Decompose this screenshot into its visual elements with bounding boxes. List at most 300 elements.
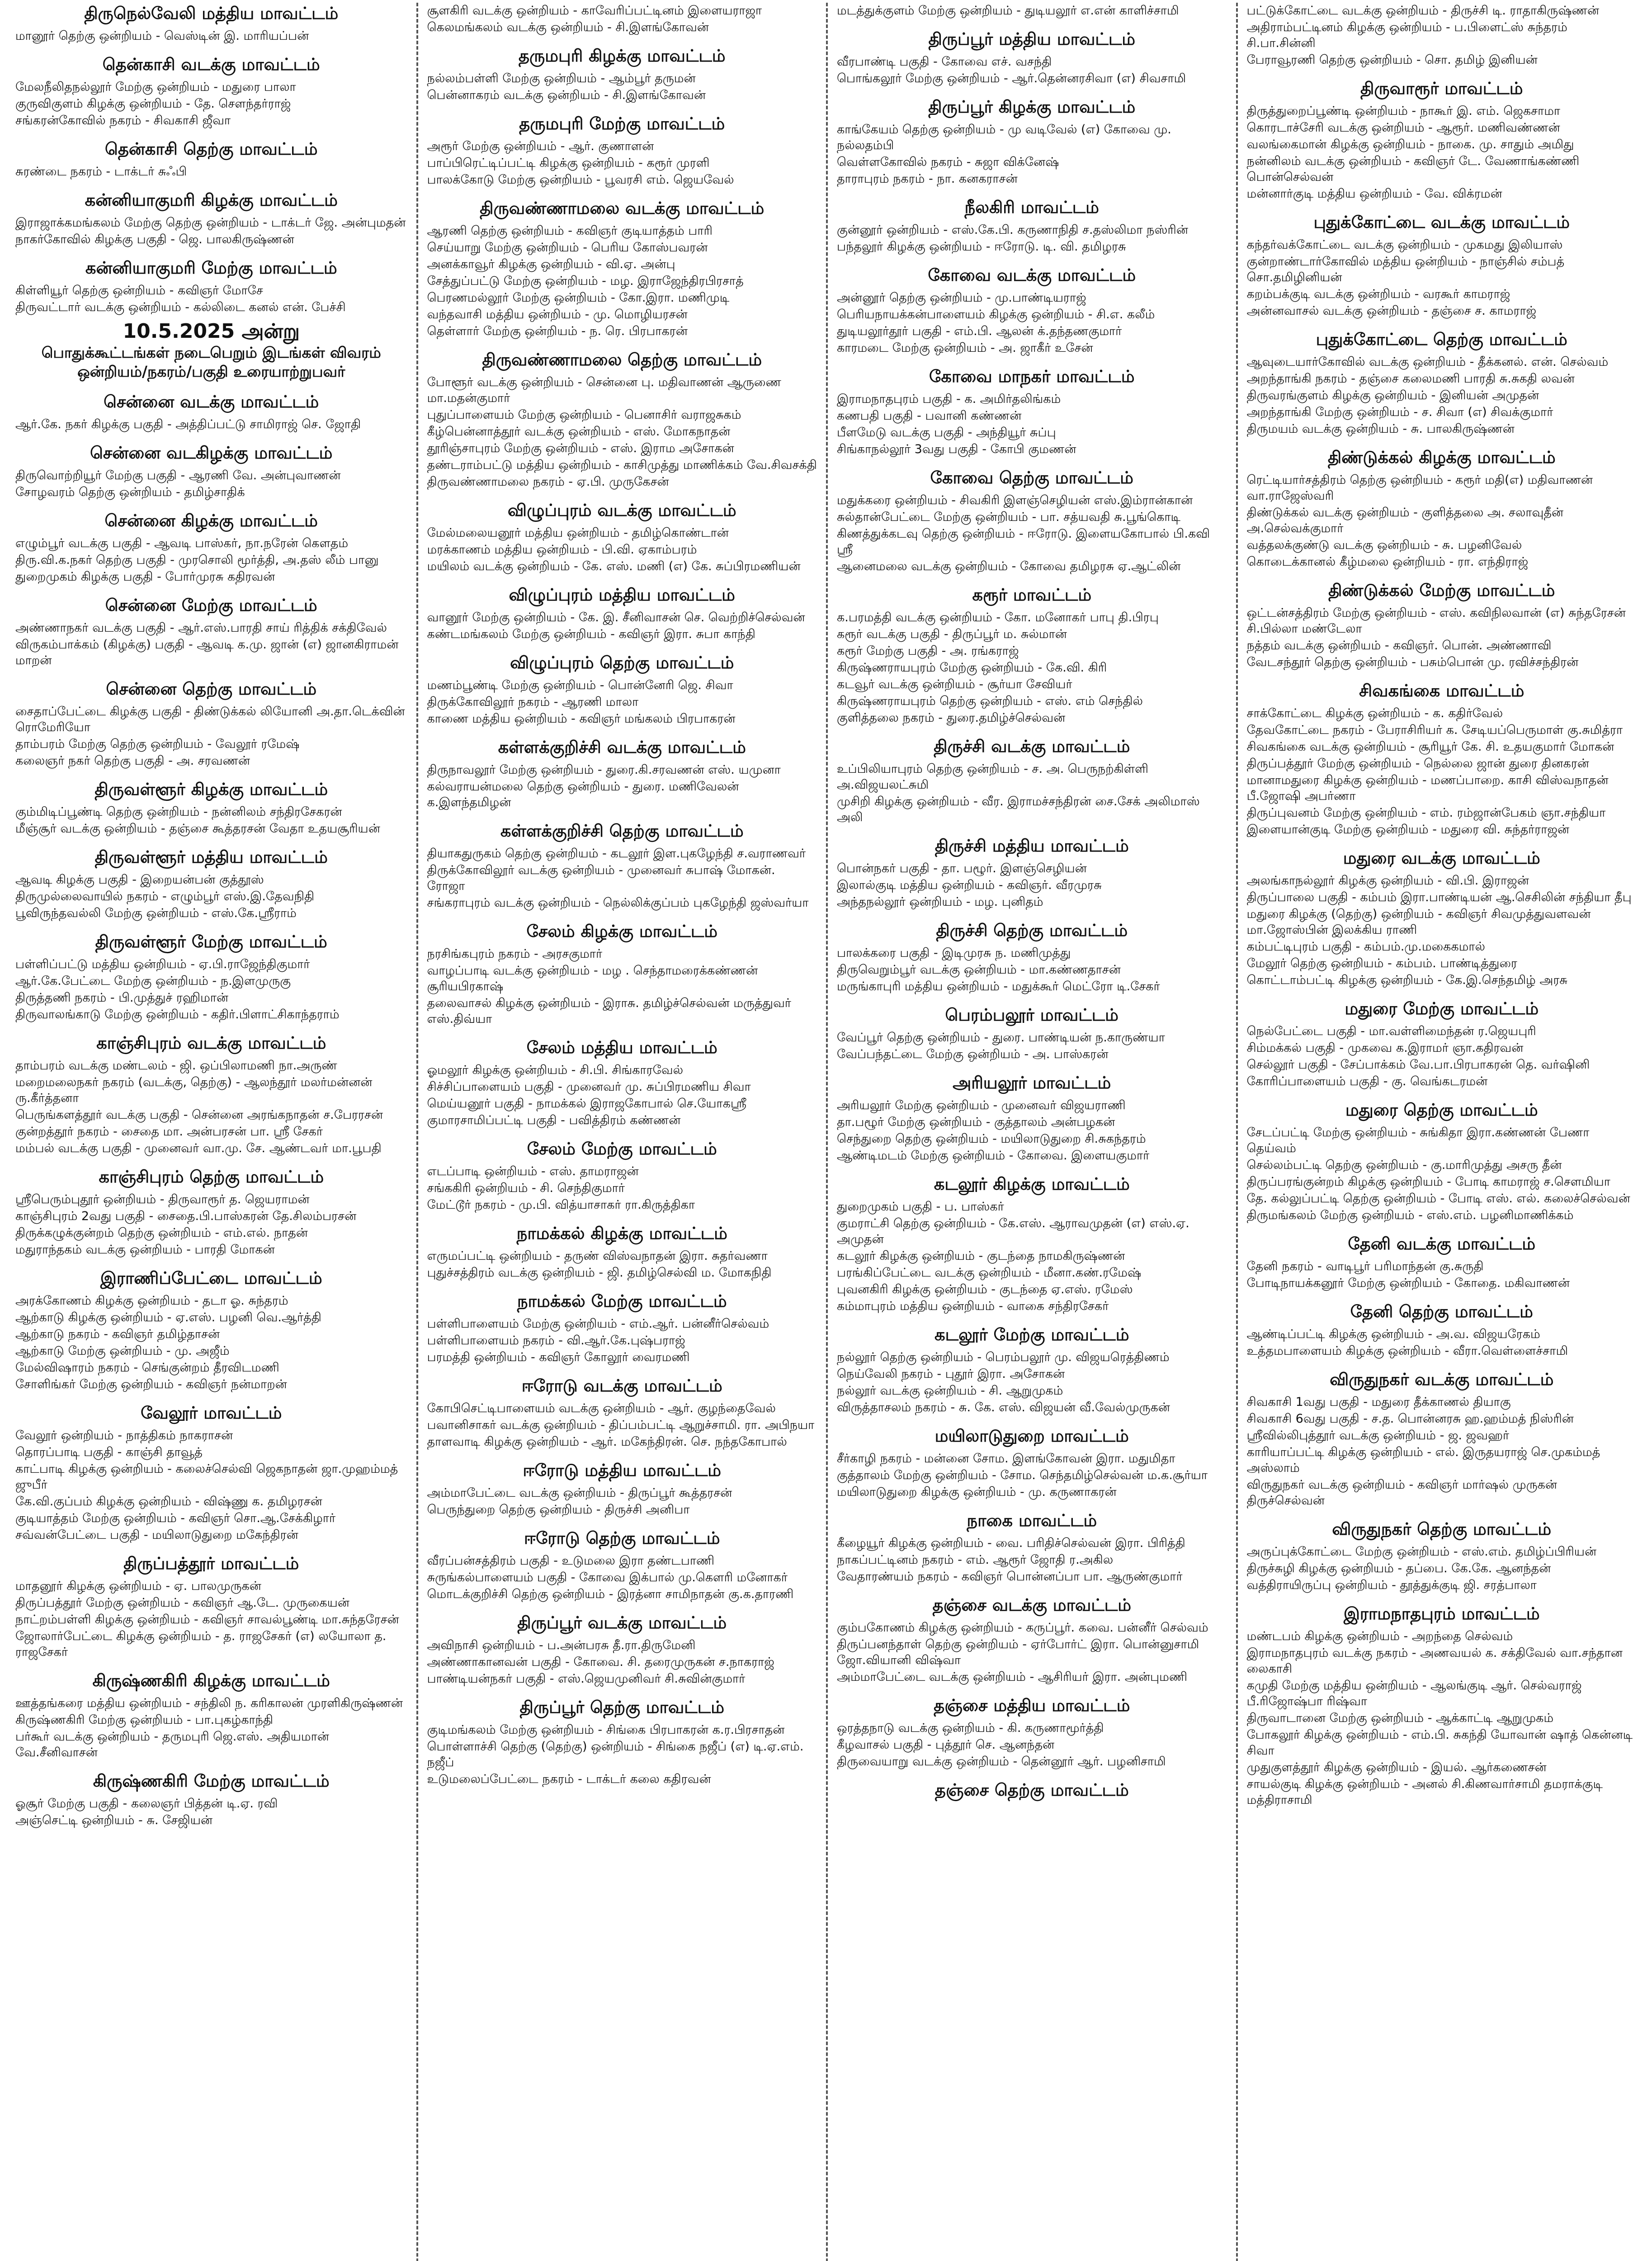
district-heading: கிருஷ்ணகிரி கிழக்கு மாவட்டம் [92, 1671, 330, 1690]
meeting-entry: காரியாப்பட்டி கிழக்கு ஒன்றியம் - எல். இருதயராஜ் செ.முகம்மத் அஸ்லாம் [1246, 1445, 1600, 1475]
meeting-entry: கீழவாசல் பகுதி - புத்தூர் செ. ஆனந்தன் [837, 1738, 1055, 1752]
district-heading: தருமபுரி கிழக்கு மாவட்டம் [518, 46, 726, 66]
meeting-entry: தா.பழூர் மேற்கு ஒன்றியம் - குத்தாலம் அன்பழகன் [837, 1115, 1115, 1129]
meeting-entry: பர்கூர் வடக்கு ஒன்றியம் - தருமபுரி ஜெ.எஸ். அதியமான் வே.சீனிவாசன் [15, 1730, 329, 1760]
meeting-entry: திருப்பரங்குன்றம் கிழக்கு ஒன்றியம் - போடி காமராஜ் ச.சௌமியா [1246, 1175, 1610, 1189]
meeting-entry: செல்லம்பட்டி தெற்கு ஒன்றியம் - கு.மாரிமுத்து அசரு தீன் [1246, 1158, 1562, 1172]
meeting-entry: திருக்கழுக்குன்றம் தெற்கு ஒன்றியம் - எம்.எல். நாதன் [15, 1226, 308, 1240]
district-heading: நாமக்கல் மேற்கு மாவட்டம் [517, 1291, 727, 1311]
district-heading: திண்டுக்கல் கிழக்கு மாவட்டம் [1327, 448, 1556, 467]
meeting-entry: பொங்கலூர் மேற்கு ஒன்றியம் - ஆர்.தென்னரசிவா (எ) சிவசாமி [837, 71, 1186, 85]
meeting-entry: தேவகோட்டை நகரம் - பேராசிரியர் க. சேடியப்பெருமாள் கு.சுமித்ரா [1246, 723, 1623, 737]
meeting-entry: ஆர்.கே. நகர் கிழக்கு பகுதி - அத்திப்பட்டு சாமிராஜ் செ. ஜோதி [15, 417, 361, 431]
meeting-entry: திருச்சுழி கிழக்கு ஒன்றியம் - தப்பை. கே.கே. ஆனந்தன் [1246, 1561, 1551, 1575]
district-heading: சென்னை கிழக்கு மாவட்டம் [104, 511, 318, 530]
meeting-entry: தலைவாசல் கிழக்கு ஒன்றியம் - இராசு. தமிழ்ச்செல்வன் மருத்துவர் எஸ்.திவ்யா [427, 996, 791, 1026]
meeting-entry: எடப்பாடி ஒன்றியம் - எஸ். தாமராஜன் [427, 1164, 639, 1178]
meeting-entry: குமாரசாமிப்பட்டி பகுதி - பவித்திரம் கண்ணன் [427, 1113, 681, 1127]
meeting-entry: சாயல்குடி கிழக்கு ஒன்றியம் - அனல் சி.கிணவார்சாமி தமராக்குடி மத்திராசாமி [1246, 1777, 1603, 1807]
meeting-entry: திருக்கோவிலூர் நகரம் - ஆரணி மாலா [427, 695, 639, 709]
district-heading: தஞ்சை வடக்கு மாவட்டம் [932, 1595, 1131, 1615]
meeting-entry: மீஞ்சூர் வடக்கு ஒன்றியம் - தஞ்சை கூத்தரசன் வேதா உதயசூரியன் [15, 822, 380, 836]
district-heading: நாகை மாவட்டம் [967, 1511, 1097, 1530]
meeting-entry: துறைமுகம் பகுதி - ப. பாஸ்கர் [837, 1200, 1004, 1214]
meeting-entry: கிருஷ்ணகிரி மேற்கு ஒன்றியம் - பா.புகழ்காந்தி [15, 1713, 274, 1727]
meeting-entry: தாம்பரம் மேற்கு தெற்கு ஒன்றியம் - வேலூர் ரமேஷ் [15, 737, 300, 751]
meeting-entry: பொன்நகர் பகுதி - தா. பழூர். இளஞ்செழியன் [837, 861, 1087, 875]
meeting-entry: திருவெறும்பூர் வடக்கு ஒன்றியம் - மா.கண்ணதாசன் [837, 963, 1121, 977]
meeting-entry: ஆவுடையார்கோவில் வடக்கு ஒன்றியம் - தீக்கனல். என். செல்வம் [1246, 355, 1609, 369]
meeting-entry: இளையான்குடி மேற்கு ஒன்றியம் - மதுரை வி. சுந்தர்ராஜன் [1246, 823, 1570, 837]
meeting-entry: திரு.வி.க.நகர் தெற்கு பகுதி - முரசொலி மூர்த்தி, அ.தஸ் லீம் பானு [15, 553, 379, 567]
meeting-entry: பள்ளிபாளையம் நகரம் - வி.ஆர்.கே.புஷ்பராஜ் [427, 1334, 685, 1348]
district-heading: காஞ்சிபுரம் வடக்கு மாவட்டம் [96, 1033, 326, 1053]
meeting-entry: மன்னார்குடி மத்திய ஒன்றியம் - வே. விக்ரமன் [1246, 187, 1502, 201]
district-heading: தஞ்சை மத்திய மாவட்டம் [934, 1696, 1130, 1715]
district-heading: தென்காசி தெற்கு மாவட்டம் [105, 139, 318, 159]
meeting-entry: அம்மாபேட்டை வடக்கு ஒன்றியம் - திருப்பூர் கூத்தரசன் [427, 1486, 732, 1500]
meeting-entry: தண்டராம்பட்டு மத்திய ஒன்றியம் - காசிமுத்து மாணிக்கம் வே.சிவசக்தி [427, 458, 817, 472]
meeting-entry: அனக்காவூர் கிழக்கு ஒன்றியம் - வி.ஏ. அன்பு [427, 257, 675, 271]
meeting-entry: மதுக்கரை ஒன்றியம் - சிவகிரி இளஞ்செழியன் எஸ்.இம்ரான்கான் [837, 493, 1193, 507]
district-heading: திருச்சி மத்திய மாவட்டம் [935, 836, 1129, 856]
district-heading: அரியலூர் மாவட்டம் [953, 1073, 1111, 1093]
meeting-entry: வாழப்பாடி வடக்கு ஒன்றியம் - மழ . செந்தாமரைக்கண்ணன் சூரியபிரகாஷ் [427, 964, 758, 993]
meeting-entry: காணை மத்திய ஒன்றியம் - கவிஞர் மங்கலம் பிரபாகரன் [427, 712, 736, 726]
meeting-entry: பாலக்கரை பகுதி - இடிமுரசு ந. மணிமுத்து [837, 946, 1071, 960]
meeting-entry: உப்பிலியாபுரம் தெற்கு ஒன்றியம் - ச. அ. பெருநற்கிள்ளி அ.விஜயலட்சுமி [837, 762, 1148, 792]
meeting-entry: வேப்பூர் தெற்கு ஒன்றியம் - துரை. பாண்டியன் ந.காருண்யா [837, 1031, 1165, 1045]
meeting-entry: குளித்தலை நகரம் - துரை.தமிழ்ச்செல்வன் [837, 711, 1066, 725]
meeting-entry: விருத்தாசலம் நகரம் - சு. கே. எஸ். விஜயன் வீ.வேல்முருகன் [837, 1400, 1170, 1414]
meeting-entry: தூரிஞ்சாபுரம் மேற்கு ஒன்றியம் - எஸ். இராம அசோகன் [427, 441, 734, 455]
meeting-entry: திருத்துறைப்பூண்டி ஒன்றியம் - நாகூர் இ. எம். ஜெகசாமா [1246, 104, 1561, 118]
district-heading: கரூர் மாவட்டம் [972, 585, 1092, 605]
meeting-entry: வேதாரண்யம் நகரம் - கவிஞர் பொன்னப்பா பா. ஆருண்குமார் [837, 1570, 1183, 1584]
district-heading: திருவள்ளூர் கிழக்கு மாவட்டம் [94, 780, 328, 799]
district-heading: தேனி வடக்கு மாவட்டம் [1348, 1234, 1536, 1253]
column-2 [416, 3, 826, 2261]
meeting-entry: புவனகிரி கிழக்கு ஒன்றியம் - குடந்தை ஏ.எஸ். ரமேஸ் [837, 1282, 1133, 1296]
district-heading: ஈரோடு வடக்கு மாவட்டம் [521, 1376, 722, 1395]
meeting-entry: கிள்ளியூர் தெற்கு ஒன்றியம் - கவிஞர் மோசே [15, 284, 263, 298]
meeting-entry: அன்னவாசல் வடக்கு ஒன்றியம் - தஞ்சை ச. காமராஜ் [1246, 304, 1537, 318]
meeting-entry: சங்கரன்கோவில் நகரம் - சிவகாசி ஜீவா [15, 114, 231, 128]
meeting-entry: ஸ்ரீபெரும்புதூர் ஒன்றியம் - திருவாரூர் த. ஜெயராமன் [15, 1192, 310, 1206]
meeting-entry: கோரிப்பாளையம் பகுதி - கு. வெங்கடரமன் [1246, 1074, 1488, 1088]
meeting-entry: காரமடை மேற்கு ஒன்றியம் - அ. ஜாகீர் உசேன் [837, 341, 1093, 355]
meeting-entry: ஆவடி கிழக்கு பகுதி - இறையன்பன் குத்தூஸ் [15, 873, 264, 887]
district-heading: மயிலாடுதுறை மாவட்டம் [935, 1426, 1129, 1446]
meeting-entry: அரியலூர் மேற்கு ஒன்றியம் - முனைவர் விஜயராணி [837, 1098, 1126, 1112]
meeting-entry: பவானிசாகர் வடக்கு ஒன்றியம் - திப்பம்பட்டி ஆறுச்சாமி. ரா. அபிநயா [427, 1418, 815, 1432]
meeting-entry: பூவிருந்தவல்லி மேற்கு ஒன்றியம் - எஸ்.கே.ஸ்ரீராம் [15, 906, 297, 920]
district-heading: சென்னை தெற்கு மாவட்டம் [106, 679, 317, 699]
meeting-entry: மேல்மலையனூர் மத்திய ஒன்றியம் - தமிழ்கொண்டான் [427, 526, 729, 540]
meeting-entry: திருவண்ணாமலை நகரம் - ஏ.பி. முருகேசன் [427, 475, 669, 489]
meeting-entry: பட்டுக்கோட்டை வடக்கு ஒன்றியம் - திருச்சி டி. ராதாகிருஷ்ணன் [1246, 4, 1600, 18]
meeting-entry: சூளகிரி வடக்கு ஒன்றியம் - காவேரிப்பட்டினம் இளையராஜா [427, 4, 762, 18]
meeting-entry: அருப்புக்கோட்டை மேற்கு ஒன்றியம் - எஸ்.எம். தமிழ்ப்பிரியன் [1246, 1545, 1597, 1559]
meeting-entry: கம்பட்டிபுரம் பகுதி - கம்பம்.மு.மகைகமால் [1246, 940, 1485, 954]
district-heading: மதுரை வடக்கு மாவட்டம் [1343, 848, 1540, 868]
meeting-entry: அறந்தாங்கி நகரம் - தஞ்சை கலைமணி பாரதி சு.சுகதி லவன் [1246, 372, 1575, 386]
meeting-entry: திருவாலங்காடு மேற்கு ஒன்றியம் - கதிர்.பிளாட்சிகாந்தராம் [15, 1008, 340, 1022]
meeting-entry: பேராவூரணி தெற்கு ஒன்றியம் - சொ. தமிழ் இனியன் [1246, 53, 1538, 67]
meeting-entry: முசிறி கிழக்கு ஒன்றியம் - வீர. இராமச்சந்திரன் சை.சேக் அலிமாஸ் அலி [837, 795, 1200, 824]
meeting-entry: உத்தமபாளையம் கிழக்கு ஒன்றியம் - வீரா.வெள்ளைச்சாமி [1246, 1344, 1568, 1358]
meeting-entry: பாண்டியன்நகர் பகுதி - எஸ்.ஜெயமுனிவர் சி.சுவின்குமார் [427, 1672, 746, 1686]
meeting-entry: செய்யாறு மேற்கு ஒன்றியம் - பெரிய கோஸ்பவரன் [427, 241, 708, 255]
district-heading: கள்ளக்குறிச்சி வடக்கு மாவட்டம் [498, 738, 746, 757]
district-heading: வேலூர் மாவட்டம் [141, 1403, 282, 1423]
meeting-entry: கணபதி பகுதி - பவானி கண்ணன் [837, 409, 1022, 423]
district-heading: ஈரோடு தெற்கு மாவட்டம் [524, 1528, 720, 1548]
meeting-entry: திருவட்டார் வடக்கு ஒன்றியம் - கல்லிடை கனல் என். பேச்சி [15, 300, 346, 314]
meeting-entry: ஆற்காடு நகரம் - கவிஞர் தமிழ்தாசன் [15, 1327, 220, 1341]
district-heading: திருச்சி தெற்கு மாவட்டம் [936, 921, 1128, 940]
meeting-entry: முதுகுளத்தூர் கிழக்கு ஒன்றியம் - இயல். ஆர்கணைசன் [1246, 1760, 1547, 1774]
meeting-entry: நெய்வேலி நகரம் - புதூர் இரா. அசோகன் [837, 1367, 1065, 1381]
meeting-entry: காங்கேயம் தெற்கு ஒன்றியம் - மு வடிவேல் (எ) கோவை மு. நல்லதம்பி [837, 123, 1171, 152]
meeting-entry: மதுரை கிழக்கு (தெற்கு) ஒன்றியம் - கவிஞர் சிவமுத்துவளவன் மா.ஜோஸ்பின் இலக்கிய ராணி [1246, 907, 1591, 937]
meeting-entry: பொள்ளாச்சி தெற்கு (தெற்கு) ஒன்றியம் - சிங்கை நஜீப் (எ) டி.ஏ.எம். நஜீப் [427, 1740, 804, 1769]
meeting-entry: போடிநாயக்கனூர் மேற்கு ஒன்றியம் - கோதை. மகிவாணன் [1246, 1276, 1570, 1290]
meeting-entry: மதுராந்தகம் வடக்கு ஒன்றியம் - பாரதி மோகன் [15, 1243, 275, 1257]
meeting-entry: கும்மிடிப்பூண்டி தெற்கு ஒன்றியம் - நன்னிலம் சந்திரசேகரன் [15, 805, 342, 819]
meeting-entry: பெரணமல்லூர் மேற்கு ஒன்றியம் - கோ.இரா. மணிமுடி [427, 291, 730, 305]
district-heading: திருவாரூர் மாவட்டம் [1360, 79, 1523, 98]
meeting-entry: பரமத்தி ஒன்றியம் - கவிஞர் கோலூர் வைரமணி [427, 1350, 690, 1364]
meeting-entry: வலங்கைமான் கிழக்கு ஒன்றியம் - நாகை. மு. சாதும் அமிது [1246, 137, 1574, 151]
meeting-entry: தாராபுரம் நகரம் - நா. கனகராசன் [837, 172, 1018, 186]
meeting-entry: போகலூர் கிழக்கு ஒன்றியம் - எம்.பி. சுகந்தி யோவான் ஷாத் கென்னடி சிவா [1246, 1728, 1633, 1758]
district-heading: சிவகங்கை மாவட்டம் [1359, 681, 1525, 700]
meeting-entry: சங்ககிரி ஒன்றியம் - சி. செந்திகுமார் [427, 1181, 625, 1195]
district-heading: திண்டுக்கல் மேற்கு மாவட்டம் [1328, 581, 1555, 600]
meeting-entry: கம்மாபுரம் மத்திய ஒன்றியம் - வாகை சந்திரசேகர் [837, 1299, 1109, 1313]
meeting-entry: தாம்பரம் வடக்கு மண்டலம் - ஜி. ஒப்பிலாமணி நா.அருண் [15, 1059, 337, 1073]
meeting-entry: ஆண்டிமடம் மேற்கு ஒன்றியம் - கோவை. இளையகுமார் [837, 1149, 1150, 1163]
meeting-entry: பள்ளிப்பட்டு மத்திய ஒன்றியம் - ஏ.பி.ராஜேந்திகுமார் [15, 957, 310, 971]
meeting-entry: சோழவரம் தெற்கு ஒன்றியம் - தமிழ்சாதிக் [15, 485, 245, 499]
meeting-entry: வெள்ளகோவில் நகரம் - சுஜா விக்னேஷ் [837, 155, 1059, 169]
meeting-entry: வேடசந்தூர் தெற்கு ஒன்றியம் - பசும்பொன் மு. ரவிச்சந்திரன் [1246, 655, 1579, 669]
meeting-entry: பெரியநாயக்கன்பாளையம் கிழக்கு ஒன்றியம் - சி.எ. கலீம் [837, 307, 1155, 322]
meeting-entry: ஆற்காடு கிழக்கு ஒன்றியம் - ஏ.எஸ். பழனி வெ.ஆர்த்தி [15, 1310, 321, 1324]
meeting-entry: கறம்பக்குடி வடக்கு ஒன்றியம் - வரகூர் காமராஜ் [1246, 287, 1510, 301]
meeting-entry: எழும்பூர் வடக்கு பகுதி - ஆவடி பாஸ்கர், நா.நரேன் கௌதம் [15, 536, 349, 550]
district-heading: விருதுநகர் தெற்கு மாவட்டம் [1332, 1519, 1552, 1539]
meeting-entry: கொடைக்கானல் கீழ்மலை ஒன்றியம் - ரா. எந்திராஜ் [1246, 555, 1529, 569]
meeting-entry: பெருந்துறை தெற்கு ஒன்றியம் - திருச்சி அனிபா [427, 1503, 690, 1517]
meeting-entry: அண்ணாகானவன் பகுதி - கோவை. சி. தரைமுருகன் ச.நாகராஜ் [427, 1655, 774, 1669]
meeting-entry: துறைமுகம் கிழக்கு பகுதி - போர்முரசு கதிரவன் [15, 570, 275, 584]
meeting-entry: அம்மாபேட்டை வடக்கு ஒன்றியம் - ஆசிரியர் இரா. அன்புமணி [837, 1670, 1187, 1684]
district-heading: கள்ளக்குறிச்சி தெற்கு மாவட்டம் [500, 821, 744, 841]
meeting-entry: விருகம்பாக்கம் (கிழக்கு) பகுதி - ஆவடி க.மு. ஜான் (எ) ஜானகிராமன் மாறன் [15, 638, 399, 667]
meeting-entry: சேத்துப்பட்டு மேற்கு ஒன்றியம் - மழ. இராஜேந்திரபிரசாத் [427, 274, 744, 288]
district-heading: இராணிப்பேட்டை மாவட்டம் [100, 1268, 322, 1288]
meeting-entry: நாகப்பட்டினம் நகரம் - எம். ஆரூர் ஜோதி ர.அகில [837, 1553, 1114, 1567]
column-3 [826, 3, 1236, 2261]
meeting-entry: பரங்கிப்பேட்டை வடக்கு ஒன்றியம் - மீனா.கண்.ரமேஷ் [837, 1266, 1142, 1280]
district-heading: கிருஷ்ணகிரி மேற்கு மாவட்டம் [93, 1771, 330, 1791]
meeting-entry: செந்துறை தெற்கு ஒன்றியம் - மயிலாடுதுறை சி.சுகந்தரம் [837, 1132, 1146, 1146]
column-1 [6, 3, 416, 2261]
district-heading: திருவண்ணாமலை வடக்கு மாவட்டம் [480, 199, 765, 218]
meeting-entry: சவ்வன்பேட்டை பகுதி - மயிலாடுதுறை மகேந்திரன் [15, 1528, 298, 1542]
meeting-entry: மறைமலைநகர் நகரம் (வடக்கு, தெற்கு) - ஆலந்தூர் மலர்மன்னன் ரு.கீர்த்தனா [15, 1075, 373, 1105]
meeting-entry: சோளிங்கர் மேற்கு ஒன்றியம் - கவிஞர் நன்மாறன் [15, 1377, 287, 1391]
meeting-entry: சாக்கோட்டை கிழக்கு ஒன்றியம் - க. கதிர்வேல் [1246, 706, 1503, 720]
district-heading: கன்னியாகுமரி கிழக்கு மாவட்டம் [85, 190, 338, 210]
meeting-entry: அஞ்செட்டி ஒன்றியம் - சு. சேஜியன் [15, 1813, 213, 1827]
meeting-entry: புதுப்பாளையம் மேற்கு ஒன்றியம் - பெனாசிர் வராஜசுகம் [427, 408, 741, 422]
meeting-entry: சிங்காநல்லூர் 3வது பகுதி - கோபி குமணன் [837, 442, 1076, 456]
meeting-entry: அரூர் மேற்கு ஒன்றியம் - ஆர். குணாளன் [427, 139, 654, 153]
meeting-entry: மரக்காணம் மத்திய ஒன்றியம் - பி.வி. ஏகாம்பரம் [427, 543, 697, 557]
meeting-entry: சிவகாசி 6வது பகுதி - ச.த. பொன்னரசு ஹ.ஹம்மத் நிஸ்ரின் [1246, 1412, 1574, 1426]
district-heading: திருச்சி வடக்கு மாவட்டம் [934, 737, 1130, 756]
meeting-entry: மானாமதுரை கிழக்கு ஒன்றியம் - மணப்பாறை. காசி விஸ்வநாதன் பீ.ஜோஷி அபர்ணா [1246, 773, 1609, 803]
meeting-entry: திருப்பத்தூர் மேற்கு ஒன்றியம் - கவிஞர் ஆ.டே. முருகையன் [15, 1596, 349, 1610]
meeting-entry: கண்டமங்கலம் மேற்கு ஒன்றியம் - கவிஞர் இரா. சுபா காந்தி [427, 627, 755, 641]
district-heading: சென்னை மேற்கு மாவட்டம் [105, 596, 317, 615]
meeting-entry: குன்னூர் ஒன்றியம் - எஸ்.கே.பி. கருணாநிதி ச.தஸ்லிமா நஸ்ரின் [837, 223, 1189, 237]
meeting-entry: ஓசூர் மேற்கு பகுதி - கலைஞர் பித்தன் டி.ஏ. ரவி [15, 1797, 278, 1811]
meeting-entry: நன்னிலம் வடக்கு ஒன்றியம் - கவிஞர் டே. வேணாங்கண்ணி பொன்செல்வன் [1246, 154, 1580, 184]
district-heading: இராமநாதபுரம் மாவட்டம் [1343, 1604, 1540, 1623]
meeting-entry: மாதனூர் கிழக்கு ஒன்றியம் - ஏ. பாலமுருகன் [15, 1579, 261, 1593]
meeting-entry: எருமப்பட்டி ஒன்றியம் - தருண் விஸ்வநாதன் இரா. சுதர்வணா [427, 1249, 768, 1263]
district-heading: சென்னை வடக்கு மாவட்டம் [104, 392, 319, 412]
district-heading: விருதுநகர் வடக்கு மாவட்டம் [1330, 1370, 1554, 1389]
meeting-entry: ஆர்.கே.பேட்டை மேற்கு ஒன்றியம் - ந.இளமுருகு [15, 974, 291, 988]
meeting-entry: சுருங்கல்பாளையம் பகுதி - கோவை இக்பால் மு.கௌரி மனோகர் [427, 1570, 788, 1585]
meeting-entry: மேலூர் தெற்கு ஒன்றியம் - கம்பம். பாண்டித்துரை [1246, 956, 1517, 970]
meeting-entry: சிவகாசி 1வது பகுதி - மதுரை தீக்காணல் தியாகு [1246, 1395, 1511, 1409]
meeting-entry: நல்லூர் தெற்கு ஒன்றியம் - பெரம்பலூர் மு. விஜயரெத்திணம் [837, 1350, 1170, 1364]
meeting-entry: அதிராம்பட்டினம் கிழக்கு ஒன்றியம் - ப.பிளைட்ஸ் சுந்தரம் சி.பா.சின்னி [1246, 20, 1567, 50]
meeting-entry: திருக்கோவிலூர் வடக்கு ஒன்றியம் - முனைவர் சுபாஷ் மோகன். ரோஜா [427, 863, 775, 893]
district-heading: நாமக்கல் கிழக்கு மாவட்டம் [516, 1224, 727, 1243]
meeting-entry: மண்டபம் கிழக்கு ஒன்றியம் - அறந்தை செல்வம் [1246, 1629, 1513, 1643]
meeting-entry: ஆற்காடு மேற்கு ஒன்றியம் - மு. அஜீம் [15, 1344, 230, 1358]
meeting-entry: குடியாத்தம் மேற்கு ஒன்றியம் - கவிஞர் சொ.ஆ.சேக்கிழார் [15, 1511, 336, 1525]
meeting-entry: காஞ்சிபுரம் 2வது பகுதி - சைதை.பி.பாஸ்கரன் தே.சிலம்பரசன் [15, 1209, 357, 1223]
meeting-entry: சங்கராபுரம் வடக்கு ஒன்றியம் - நெல்லிக்குப்பம் புகழேந்தி ஜஸ்வர்யா [427, 896, 809, 910]
meeting-entry: ஒரத்தநாடு வடக்கு ஒன்றியம் - கி. கருணாமூர்த்தி [837, 1721, 1104, 1735]
district-heading: ஈரோடு மத்திய மாவட்டம் [523, 1461, 722, 1480]
district-heading: விழுப்புரம் மத்திய மாவட்டம் [509, 585, 735, 605]
meeting-entry: ஓமலூர் கிழக்கு ஒன்றியம் - சி.பி. சிங்காரவேல் [427, 1063, 684, 1077]
meeting-entry: பெருங்களத்தூர் வடக்கு பகுதி - சென்னை அரங்கநாதன் ச.பேரரசன் [15, 1108, 383, 1122]
meeting-entry: காட்பாடி கிழக்கு ஒன்றியம் - கலைச்செல்வி ஜெகநாதன் ஜா.முஹம்மத் ஜுபீர் [15, 1462, 398, 1492]
meeting-entry: க.பரமத்தி வடக்கு ஒன்றியம் - கோ. மனோகர் பாபு தி.பிரபு [837, 610, 1159, 624]
meeting-entry: திருப்பனந்தாள் தெற்கு ஒன்றியம் - ஏர்போர்ட் இரா. பொன்னுசாமி ஜோ.வியானி விஷ்வா [837, 1637, 1199, 1667]
district-heading: தென்காசி வடக்கு மாவட்டம் [102, 55, 320, 74]
meeting-entry: இலால்குடி மத்திய ஒன்றியம் - கவிஞர். வீரமுரசு [837, 878, 1102, 892]
schedule-subheading: ஒன்றியம்/நகரம்/பகுதி உரையாற்றுபவர் [77, 363, 345, 380]
district-heading: சென்னை வடகிழக்கு மாவட்டம் [90, 443, 333, 463]
meeting-entry: சைதாப்பேட்டை கிழக்கு பகுதி - திண்டுக்கல் லியோனி அ.தா.டெக்வின் ரொமேரியோ [15, 705, 405, 734]
meeting-entry: ஊத்தங்கரை மத்திய ஒன்றியம் - சந்திலி ந. கரிகாலன் முரளிகிருஷ்ணன் [15, 1696, 403, 1710]
meeting-entry: நல்லூர் வடக்கு ஒன்றியம் - சி. ஆறுமுகம் [837, 1384, 1063, 1398]
meeting-entry: விருதுநகர் வடக்கு ஒன்றியம் - கவிஞர் மார்ஷல் முருகன் திருச்செல்வன் [1246, 1478, 1558, 1508]
meeting-entry: மானூர் தெற்கு ஒன்றியம் - வெஸ்டின் இ. மாரியப்பன் [15, 29, 309, 43]
meeting-entry: நாட்றம்பள்ளி கிழக்கு ஒன்றியம் - கவிஞர் சாவல்பூண்டி மா.சுந்தரேசன் [15, 1613, 399, 1627]
meeting-entry: சுரண்டை நகரம் - டாக்டர் சுஃபி [15, 165, 187, 179]
meeting-entry: தே. கல்லுப்பட்டி தெற்கு ஒன்றியம் - போடி எஸ். எல். கலைச்செல்வன் [1246, 1192, 1630, 1206]
district-heading: கன்னியாகுமரி மேற்கு மாவட்டம் [85, 258, 337, 278]
meeting-entry: கந்தர்வக்கோட்டை வடக்கு ஒன்றியம் - முகமது இலியாஸ் [1246, 238, 1563, 252]
meeting-entry: கரூர் வடக்கு பகுதி - திருப்பூர் ம. சுல்மான் [837, 627, 1067, 641]
meeting-entry: கெலமங்கலம் வடக்கு ஒன்றியம் - சி.இளங்கோவன் [427, 20, 709, 34]
district-heading: கடலூர் கிழக்கு மாவட்டம் [934, 1174, 1130, 1194]
meeting-entry: ஆனைமலை வடக்கு ஒன்றியம் - கோவை தமிழரசு ஏ.ஆட்லின் [837, 559, 1181, 573]
meeting-entry: ஒட்டன்சத்திரம் மேற்கு ஒன்றியம் - எஸ். கவிநிலவான் (எ) சுந்தரேசன் சி.பில்லா மண்டேலா [1246, 606, 1626, 636]
meeting-entry: சீர்காழி நகரம் - மன்னை சோம. இளங்கோவன் இரா. மதுமிதா [837, 1452, 1175, 1466]
schedule-heading: பொதுக்கூட்டங்கள் நடைபெறும் இடங்கள் விவரம் [41, 344, 381, 361]
district-heading: திருவண்ணாமலை தெற்கு மாவட்டம் [482, 350, 762, 369]
meeting-entry: அன்னூர் தெற்கு ஒன்றியம் - மு.பாண்டியராஜ் [837, 291, 1086, 305]
meeting-entry: போளூர் வடக்கு ஒன்றியம் - சென்னை பு. மதிவாணன் ஆருணை மா.மதன்குமார் [427, 375, 781, 405]
meeting-entry: மேட்டூர் நகரம் - மு.பி. வித்யாசாகர் ரா.கிருத்திகா [427, 1198, 695, 1212]
meeting-entry: திருமயம் வடக்கு ஒன்றியம் - சு. பாலகிருஷ்ணன் [1246, 422, 1515, 436]
meeting-entry: கல்வராயன்மலை தெற்கு ஒன்றியம் - துரை. மணிவேலன் க.இளந்தமிழன் [427, 780, 739, 809]
meeting-entry: சிச்சிப்பாளையம் பகுதி - முனைவர் மு. சுப்பிரமணிய சிவா [427, 1080, 751, 1094]
meeting-entry: திருவாடானை மேற்கு ஒன்றியம் - ஆக்காட்டி ஆறுமுகம் [1246, 1711, 1554, 1725]
district-heading: விழுப்புரம் தெற்கு மாவட்டம் [510, 653, 734, 672]
meeting-entry: ரெட்டியார்சத்திரம் தெற்கு ஒன்றியம் - கரூர் மதி(எ) மதிவாணன் வா.ராஜேஸ்வரி [1246, 473, 1593, 503]
meeting-entry: உடுமலைப்பேட்டை நகரம் - டாக்டர் கலை கதிரவன் [427, 1772, 711, 1786]
meeting-entry: மயிலாடுதுறை கிழக்கு ஒன்றியம் - மு. கருணாகரன் [837, 1485, 1117, 1499]
meeting-entry: திண்டுக்கல் வடக்கு ஒன்றியம் - குளித்தலை அ. சலாவுதீன் அ.செல்வக்குமார் [1246, 506, 1564, 535]
district-heading: கோவை வடக்கு மாவட்டம் [928, 265, 1136, 285]
meeting-entry: திருவையாறு வடக்கு ஒன்றியம் - தென்னூர் ஆர். பழனிசாமி [837, 1755, 1166, 1769]
district-heading: கோவை மாநகர் மாவட்டம் [929, 367, 1135, 386]
schedule-header [15, 320, 407, 381]
meeting-entry: திருவொற்றியூர் மேற்கு பகுதி - ஆரணி வே. அன்புவாணன் [15, 468, 341, 482]
meeting-entry: வத்திராயிருப்பு ஒன்றியம் - தூத்துக்குடி ஜி. சரத்பாலா [1246, 1578, 1537, 1592]
meeting-entry: இராமநாதபுரம் வடக்கு நகரம் - அணவயல் க. சக்திவேல் வா.சந்தான லைகாசி [1246, 1646, 1623, 1676]
meeting-entry: மம்பல் வடக்கு பகுதி - முனைவர் வா.மு. சே. ஆண்டவர் மா.பூபதி [15, 1141, 382, 1155]
meeting-entry: கிருஷ்ணராயபுரம் மேற்கு ஒன்றியம் - கே.வி. கிரி [837, 661, 1107, 675]
meeting-entry: மேலநீலிதநல்லூர் மேற்கு ஒன்றியம் - மதுரை பாலா [15, 80, 296, 94]
district-heading: தஞ்சை தெற்கு மாவட்டம் [935, 1780, 1129, 1800]
district-heading: திருவள்ளூர் மேற்கு மாவட்டம் [95, 932, 327, 951]
meeting-entry: பீளமேடு வடக்கு பகுதி - அந்தியூர் சுப்பு [837, 426, 1056, 440]
meeting-entry: அறந்தாங்கி மேற்கு ஒன்றியம் - ச. சிவா (எ) சிவக்குமார் [1246, 405, 1553, 419]
meeting-entry: தியாகதுருகம் தெற்கு ஒன்றியம் - கடலூர் இள.புகழேந்தி ச.வராணவர் [427, 847, 806, 861]
meeting-entry: பந்தலூர் கிழக்கு ஒன்றியம் - ஈரோடு. டி. வி. தமிழரசு [837, 240, 1126, 254]
district-heading: திருவள்ளூர் மத்திய மாவட்டம் [94, 847, 328, 867]
meeting-entry: நத்தம் வடக்கு ஒன்றியம் - கவிஞர். பொன். அண்ணாவி [1246, 639, 1552, 653]
meeting-entry: திருநாவலூர் மேற்கு ஒன்றியம் - துரை.கி.சரவணன் எஸ். யமுனா [427, 763, 781, 777]
meeting-entry: திருப்புவனம் மேற்கு ஒன்றியம் - எம். ரம்ஜான்பேகம் ஞா.சந்தியா [1246, 806, 1606, 820]
meeting-entry: சிவகங்கை வடக்கு ஒன்றியம் - சூரியூர் கே. சி. உதயகுமார் மோகன் [1246, 740, 1614, 754]
meeting-entry: கலைஞர் நகர் தெற்கு பகுதி - அ. சரவணன் [15, 754, 250, 768]
meeting-entry: குடிமங்கலம் மேற்கு ஒன்றியம் - சிங்கை பிரபாகரன் க.ர.பிரசாதன் [427, 1723, 785, 1737]
schedule-date: 10.5.2025 அன்று [123, 320, 300, 343]
meeting-entry: கிணத்துக்கடவு தெற்கு ஒன்றியம் - ஈரோடு. இளையகோபால் பி.கவி ஸ்ரீ [837, 527, 1210, 557]
district-heading: சேலம் மேற்கு மாவட்டம் [527, 1139, 717, 1159]
meeting-entry: திருமுல்லைவாயில் நகரம் - எழும்பூர் எஸ்.இ.தேவநிதி [15, 889, 315, 903]
district-heading: திருப்பூர் தெற்கு மாவட்டம் [519, 1698, 724, 1717]
meeting-entry: திருப்பாலை பகுதி - கம்பம் இரா.பாண்டியன் ஆ.செசிலின் சந்தியா தீபு [1246, 890, 1632, 904]
meeting-entry: பாலக்கோடு மேற்கு ஒன்றியம் - பூவரசி எம். ஜெயவேல் [427, 173, 734, 187]
district-heading: திருப்பூர் வடக்கு மாவட்டம் [517, 1613, 727, 1632]
meeting-entry: இராமநாதபுரம் பகுதி - க. அமிர்தலிங்கம் [837, 392, 1061, 406]
meeting-entry: தொரப்பாடி பகுதி - காஞ்சி தாவூத் [15, 1445, 203, 1459]
district-heading: சேலம் கிழக்கு மாவட்டம் [526, 922, 718, 941]
meeting-entry: மணம்பூண்டி மேற்கு ஒன்றியம் - பொன்னேரி ஜெ. சிவா [427, 678, 733, 692]
meeting-entry: அந்தநல்லூர் ஒன்றியம் - மழ. புனிதம் [837, 895, 1043, 909]
meeting-entry: குன்றாண்டார்கோவில் மத்திய ஒன்றியம் - நாஞ்சில் சம்பத் சொ.தமிழினியன் [1246, 255, 1565, 284]
district-heading: திருநெல்வேலி மத்திய மாவட்டம் [84, 4, 339, 23]
meeting-entry: குமராட்சி தெற்கு ஒன்றியம் - கே.எஸ். ஆராவமுதன் (எ) எஸ்.ஏ. அமுதன் [837, 1216, 1189, 1246]
meeting-entry: கமுதி மேற்கு மத்திய ஒன்றியம் - ஆலங்குடி ஆர். செல்வராஜ் பீ.ரிஜோஷ்பா ரிஷ்வா [1246, 1679, 1582, 1708]
meeting-entry: அவிநாசி ஒன்றியம் - ப.அன்பரசு தீ.ரா.திருமேனி [427, 1638, 696, 1652]
meeting-entry: ஜோலார்பேட்டை கிழக்கு ஒன்றியம் - த. ராஜசேகர் (எ) லயோலா த. ராஜசேகர் [15, 1629, 387, 1659]
meeting-entry: மெய்யனூர் பகுதி - நாமக்கல் இராஜகோபால் செ.யோகஸ்ரீ [427, 1097, 747, 1111]
district-heading: மதுரை தெற்கு மாவட்டம் [1345, 1100, 1538, 1120]
district-heading: தேனி தெற்கு மாவட்டம் [1350, 1302, 1533, 1321]
district-heading: விழுப்புரம் வடக்கு மாவட்டம் [507, 501, 736, 520]
meeting-entry: ஆரணி தெற்கு ஒன்றியம் - கவிஞர் குடியாத்தம் பாரி [427, 224, 713, 238]
meeting-entry: நல்லம்பள்ளி மேற்கு ஒன்றியம் - ஆம்பூர் தருமன் [427, 71, 696, 85]
meeting-entry: துடியலூர்தூர் பகுதி - எம்.பி. ஆலன் க்.தந்தணகுமார் [837, 324, 1122, 338]
meeting-entry: குத்தாலம் மேற்கு ஒன்றியம் - சோம. செந்தமிழ்செல்வன் ம.க.சூர்யா [837, 1468, 1208, 1482]
meeting-entry: கொரடாச்சேரி வடக்கு ஒன்றியம் - ஆரூர். மணிவண்ணன் [1246, 121, 1560, 135]
meeting-entry: வத்தலக்குண்டு வடக்கு ஒன்றியம் - சு. பழனிவேல் [1246, 538, 1522, 552]
district-heading: சேலம் மத்திய மாவட்டம் [526, 1038, 717, 1057]
meeting-entry: வந்தவாசி மத்திய ஒன்றியம் - மு. மொழியரசன் [427, 307, 688, 322]
meeting-entry: கீழையூர் கிழக்கு ஒன்றியம் - வை. பரிதிச்செல்வன் இரா. பிரித்தி [837, 1536, 1185, 1550]
meeting-entry: பென்னாகரம் வடக்கு ஒன்றியம் - சி.இளங்கோவன் [427, 88, 706, 102]
meeting-entry: மயிலம் வடக்கு ஒன்றியம் - கே. எஸ். மணி (எ) கே. சுப்பிரமணியன் [427, 559, 801, 573]
meeting-entry: நாகர்கோவில் கிழக்கு பகுதி - ஜெ. பாலகிருஷ்ணன் [15, 232, 294, 246]
district-heading: திருப்பூர் கிழக்கு மாவட்டம் [928, 97, 1136, 117]
meeting-entry: கும்பகோணம் கிழக்கு ஒன்றியம் - கருப்பூர். கவை. பன்னீர் செல்வம் [837, 1621, 1208, 1635]
meeting-entry: வீரபாண்டி பகுதி - கோவை எச். வசந்தி [837, 55, 1052, 69]
district-heading: பெரம்பலூர் மாவட்டம் [945, 1005, 1119, 1025]
meeting-entry: திருப்பத்தூர் மேற்கு ஒன்றியம் - நெல்லை ஜான் துரை தினகரன் [1246, 757, 1589, 771]
district-heading: புதுக்கோட்டை வடக்கு மாவட்டம் [1313, 213, 1570, 232]
meeting-entry: வேப்பந்தட்டை மேற்கு ஒன்றியம் - அ. பாஸ்கரன் [837, 1047, 1109, 1061]
meeting-entry: வீரப்பன்சத்திரம் பகுதி - உடுமலை இரா தண்டபாணி [427, 1554, 715, 1568]
meeting-entry: நெல்பேட்டை பகுதி - மா.வள்ளிமைந்தன் ர.ஜெயபுரி [1246, 1024, 1536, 1038]
meeting-entry: சுல்தான்பேட்டை மேற்கு ஒன்றியம் - பா. சத்யவதி சு.பூங்கொடி [837, 510, 1180, 524]
meeting-entry: கோபிசெட்டிபாளையம் வடக்கு ஒன்றியம் - ஆர். குழந்தைவேல் [427, 1401, 776, 1415]
meeting-entry: கே.வி.குப்பம் கிழக்கு ஒன்றியம் - விஷ்ணு க. தமிழரசன் [15, 1495, 322, 1509]
meeting-entry: மடத்துக்குளம் மேற்கு ஒன்றியம் - துடியலூர் எ.என் காளிச்சாமி [837, 4, 1179, 18]
meeting-entry: கொட்டாம்பட்டி கிழக்கு ஒன்றியம் - கே.இ.செந்தமிழ் அரசு [1246, 973, 1567, 987]
meeting-entry: குருவிகுளம் கிழக்கு ஒன்றியம் - தே. சௌந்தர்ராஜ் [15, 97, 291, 111]
meeting-entry: கீழ்பென்னாத்தூர் வடக்கு ஒன்றியம் - எஸ். மோகநாதன் [427, 425, 731, 439]
meeting-entry: தெள்ளார் மேற்கு ஒன்றியம் - ந. ரெ. பிரபாகரன் [427, 324, 688, 338]
meeting-entry: மருங்காபுரி மத்திய ஒன்றியம் - மதுக்கூர் மெட்ரோ டி.சேகர் [837, 979, 1160, 993]
district-heading: மதுரை மேற்கு மாவட்டம் [1345, 999, 1539, 1018]
meeting-entry: நரசிங்கபுரம் நகரம் - அரசகுமார் [427, 947, 603, 961]
meeting-entry: ஸ்ரீவில்லிபுத்தூர் வடக்கு ஒன்றியம் - ஜ. ஜவஹர் [1246, 1428, 1510, 1443]
meeting-entry: தேனி நகரம் - வாடிபூர் பரிமாந்தன் கு.சுருதி [1246, 1259, 1484, 1273]
meeting-entry: வானூர் மேற்கு ஒன்றியம் - கே. இ. சீனிவாசன் செ. வெற்றிச்செல்வன் [427, 610, 805, 624]
meeting-entry: திருமங்கலம் மேற்கு ஒன்றியம் - எஸ்.எம். பழனிமாணிக்கம் [1246, 1208, 1574, 1222]
meeting-entry: அலங்காநல்லூர் கிழக்கு ஒன்றியம் - வி.பி. இராஜன் [1246, 874, 1529, 888]
meeting-entry: செல்லூர் பகுதி - சேப்பாக்கம் வே.பா.பிரபாகரன் தெ. வர்ஷினி [1246, 1058, 1590, 1072]
